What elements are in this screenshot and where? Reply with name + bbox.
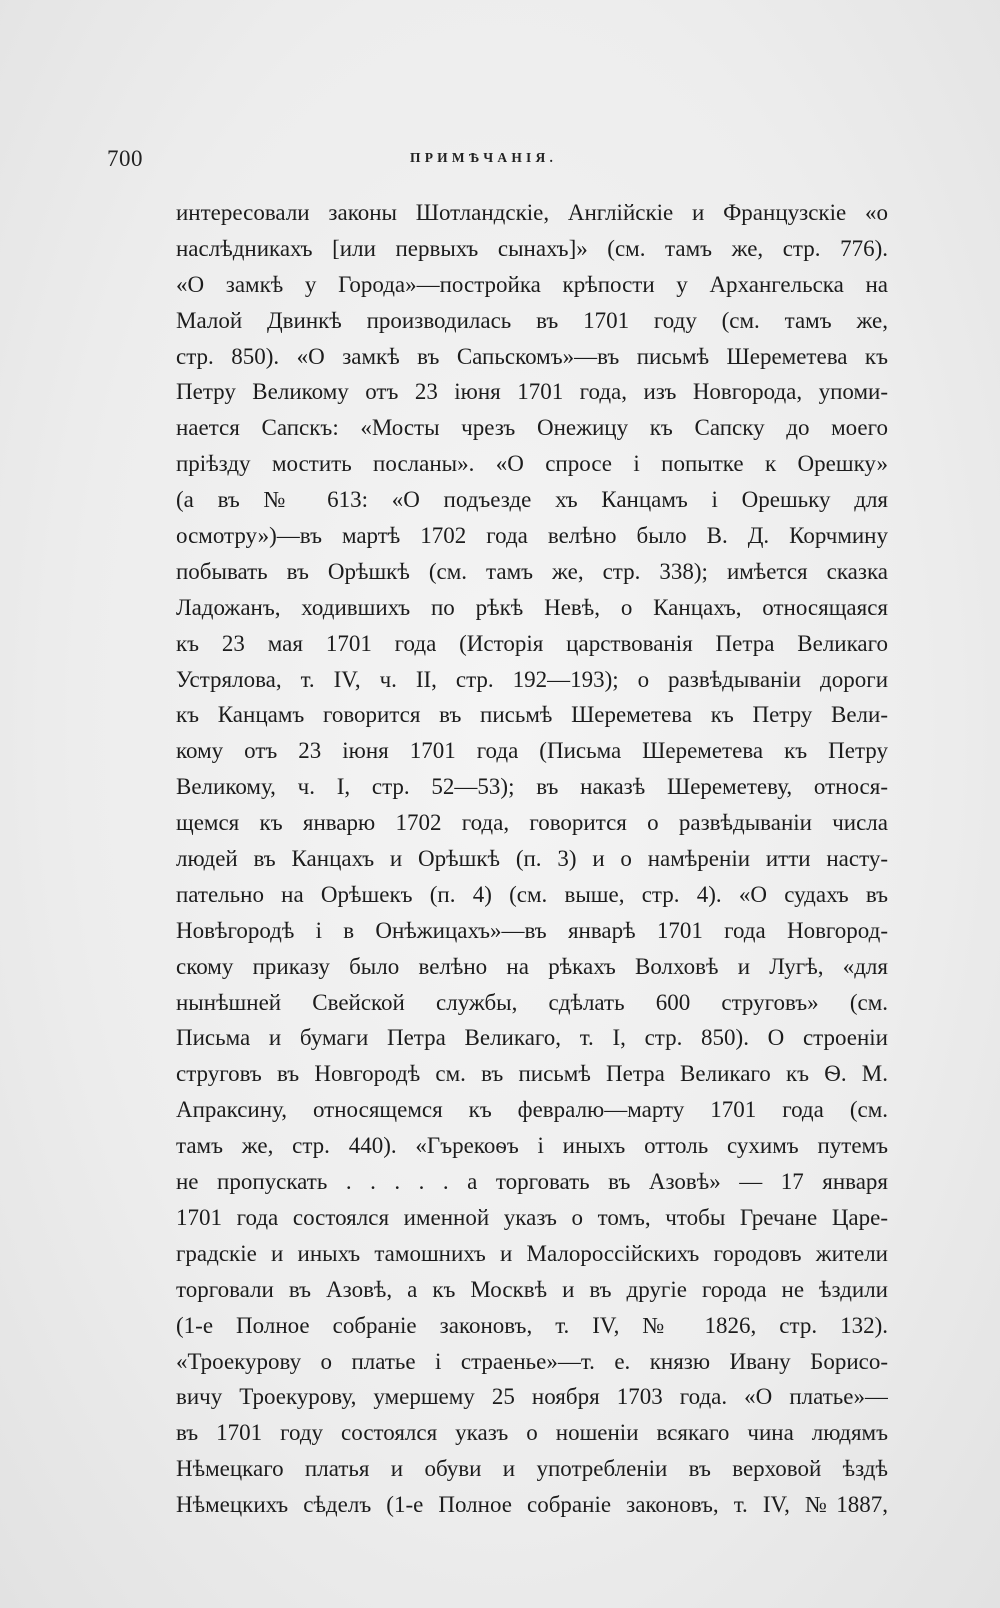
text-line: къ 23 мая 1701 года (Исторія царствованія Петра Великаго: [176, 630, 888, 656]
text-line: наслѣдникахъ [или первыхъ сынахъ]» (см. тамъ же, стр. 776).: [176, 235, 888, 261]
body-text: [176, 195, 888, 1523]
text-line: осмотру»)—въ мартѣ 1702 года велѣно было В. Д. Корчмину: [176, 523, 888, 549]
text-line: Нѣмецкихъ сѣделъ (1-е Полное собраніе законовъ, т. IV, №1887,: [176, 1492, 888, 1518]
running-title: ПРИМѢЧАНІЯ.: [410, 150, 558, 165]
text-line: Новѣгородѣ і в Онѣжицахъ»—въ январѣ 1701 года Новгород-: [176, 917, 888, 943]
text-line: нается Сапскъ: «Мосты чрезъ Онежицу къ Сапску до моего: [176, 415, 888, 441]
text-line: Малой Двинкѣ производилась въ 1701 году (см. тамъ же,: [176, 307, 888, 333]
text-line: побывать въ Орѣшкѣ (см. тамъ же, стр. 338); имѣется сказка: [176, 558, 888, 584]
text-line: Устрялова, т. IV, ч. II, стр. 192—193); о развѣдываніи дороги: [176, 666, 888, 692]
text-line: Великому, ч. I, стр. 52—53); въ наказѣ Шереметеву, относя-: [176, 774, 888, 800]
text-line: пательно на Орѣшекъ (п. 4) (см. выше, стр. 4). «О судахъ въ: [176, 881, 888, 907]
text-line: Апраксину, относящемся къ февралю—марту 1701 года (см.: [176, 1097, 888, 1123]
text-line: кому отъ 23 іюня 1701 года (Письма Шереметева къ Петру: [176, 738, 888, 764]
text-line: Письма и бумаги Петра Великаго, т. I, стр. 850). О строеніи: [176, 1025, 888, 1051]
text-line: (1-е Полное собраніе законовъ, т. IV, № 1826, стр. 132).: [176, 1312, 888, 1338]
text-line: интересовали законы Шотландскіе, Англійскіе и Французскіе «о: [176, 200, 888, 225]
text-line: людей въ Канцахъ и Орѣшкѣ (п. 3) и о намѣреніи итти насту-: [176, 846, 888, 872]
text-line: скому приказу было велѣно на рѣкахъ Волховѣ и Лугѣ, «для: [176, 953, 888, 979]
text-line: къ Канцамъ говорится въ письмѣ Шереметева къ Петру Вели-: [176, 702, 888, 728]
text-line: «О замкѣ у Города»—постройка крѣпости у Архангельска на: [176, 271, 888, 297]
text-line: градскіе и иныхъ тамошнихъ и Малороссійскихъ городовъ жители: [176, 1240, 888, 1266]
text-line: (а въ № 613: «О подъезде хъ Канцамъ і Орешьку для: [176, 487, 888, 513]
text-line: въ 1701 году состоялся указъ о ношеніи всякаго чина людямъ: [176, 1420, 888, 1446]
text-line: нынѣшней Свейской службы, сдѣлать 600 струговъ» (см.: [176, 989, 888, 1015]
text-line: струговъ въ Новгородѣ см. въ письмѣ Петра Великаго къ Ѳ. М.: [176, 1061, 888, 1087]
text-line: Ладожанъ, ходившихъ по рѣкѣ Невѣ, о Канцахъ, относящаяся: [176, 594, 888, 620]
text-line: щемся къ январю 1702 года, говорится о развѣдываніи числа: [176, 810, 888, 836]
text-line: Нѣмецкаго платья и обуви и употребленіи въ верховой ѣздѣ: [176, 1456, 888, 1482]
text-line: 1701 года состоялся именной указъ о томъ, чтобы Гречане Царе-: [176, 1204, 888, 1230]
page-number: 700: [107, 146, 143, 171]
text-line: пріѣзду мостить посланы». «О спросе і попытке к Орешку»: [176, 451, 888, 477]
text-line: тамъ же, стр. 440). «Гърекоѳъ і иныхъ оттоль сухимъ путемъ: [176, 1133, 888, 1159]
text-line: торговали въ Азовѣ, а къ Москвѣ и въ другіе города не ѣздили: [176, 1276, 888, 1302]
text-line: не пропускать . . . . . а торговать въ Азовѣ» — 17 января: [176, 1169, 888, 1195]
text-line: «Троекурову о платье і страенье»—т. е. князю Ивану Борисо-: [176, 1348, 888, 1374]
text-line: стр. 850). «О замкѣ въ Сапьскомъ»—въ письмѣ Шереметева къ: [176, 343, 888, 369]
text-line: Петру Великому отъ 23 іюня 1701 года, изъ Новгорода, упоми-: [176, 379, 888, 405]
text-line: вичу Троекурову, умершему 25 ноября 1703 года. «О платье»—: [176, 1384, 888, 1410]
